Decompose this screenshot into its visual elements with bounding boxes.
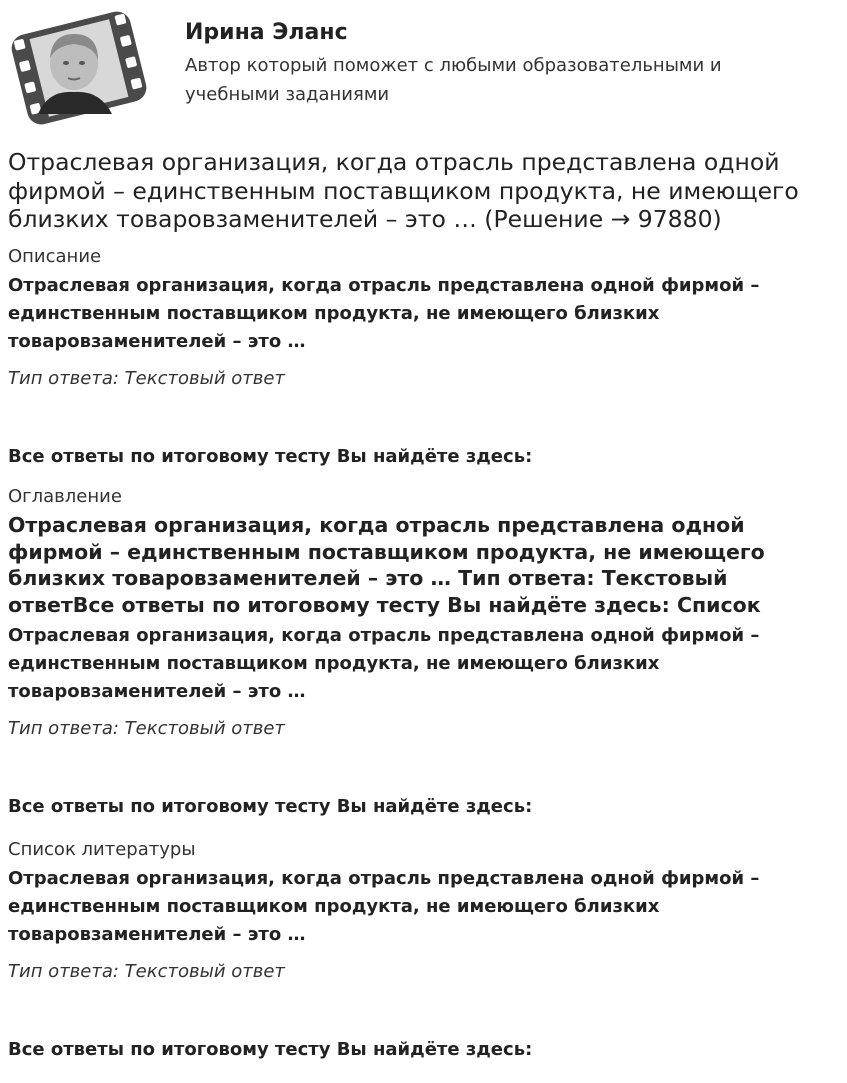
toc-heading: Отраслевая организация, когда отрасль представлена одной фирмой – единственным поставщиком продукта, не имеющего близких товаровзаменителей – это … Тип ответа: Текстовый ответВсе ответы по итоговому тесту Вы найдёте здесь: Список [8, 513, 765, 617]
bibliography-label: Список литературы [8, 839, 196, 860]
description-section [8, 246, 838, 468]
bibliography-section [8, 839, 838, 1061]
bibliography-text: Отраслевая организация, когда отрасль представлена одной фирмой – единственным поставщиком продукта, не имеющего близких товаровзаменителей – это … [8, 868, 760, 945]
toc-answer-type: Тип ответа: Текстовый ответ [8, 718, 285, 739]
toc-section [8, 486, 838, 818]
bibliography-answer-type: Тип ответа: Текстовый ответ [8, 961, 285, 982]
description-answer-type: Тип ответа: Текстовый ответ [8, 368, 285, 389]
toc-all-answers: Все ответы по итоговому тесту Вы найдёте здесь: [8, 796, 533, 817]
author-avatar [8, 8, 150, 128]
description-label: Описание [8, 246, 102, 267]
description-text: Отраслевая организация, когда отрасль представлена одной фирмой – единственным поставщиком продукта, не имеющего близких товаровзаменителей – это … [8, 275, 760, 352]
author-name: Ирина Эланс [185, 20, 348, 45]
page-title: Отраслевая организация, когда отрасль представлена одной фирмой – единственным поставщиком продукта, не имеющего близких товаровзаменителей – это … (Решение → 97880) [8, 148, 799, 233]
toc-text: Отраслевая организация, когда отрасль представлена одной фирмой – единственным поставщиком продукта, не имеющего близких товаровзаменителей – это … [8, 625, 760, 702]
author-block [8, 8, 838, 128]
author-description: Автор который поможет с любыми образовательными и учебными заданиями [185, 55, 722, 105]
bibliography-all-answers: Все ответы по итоговому тесту Вы найдёте здесь: [8, 1039, 533, 1060]
toc-label: Оглавление [8, 486, 122, 507]
description-all-answers: Все ответы по итоговому тесту Вы найдёте здесь: [8, 446, 533, 467]
